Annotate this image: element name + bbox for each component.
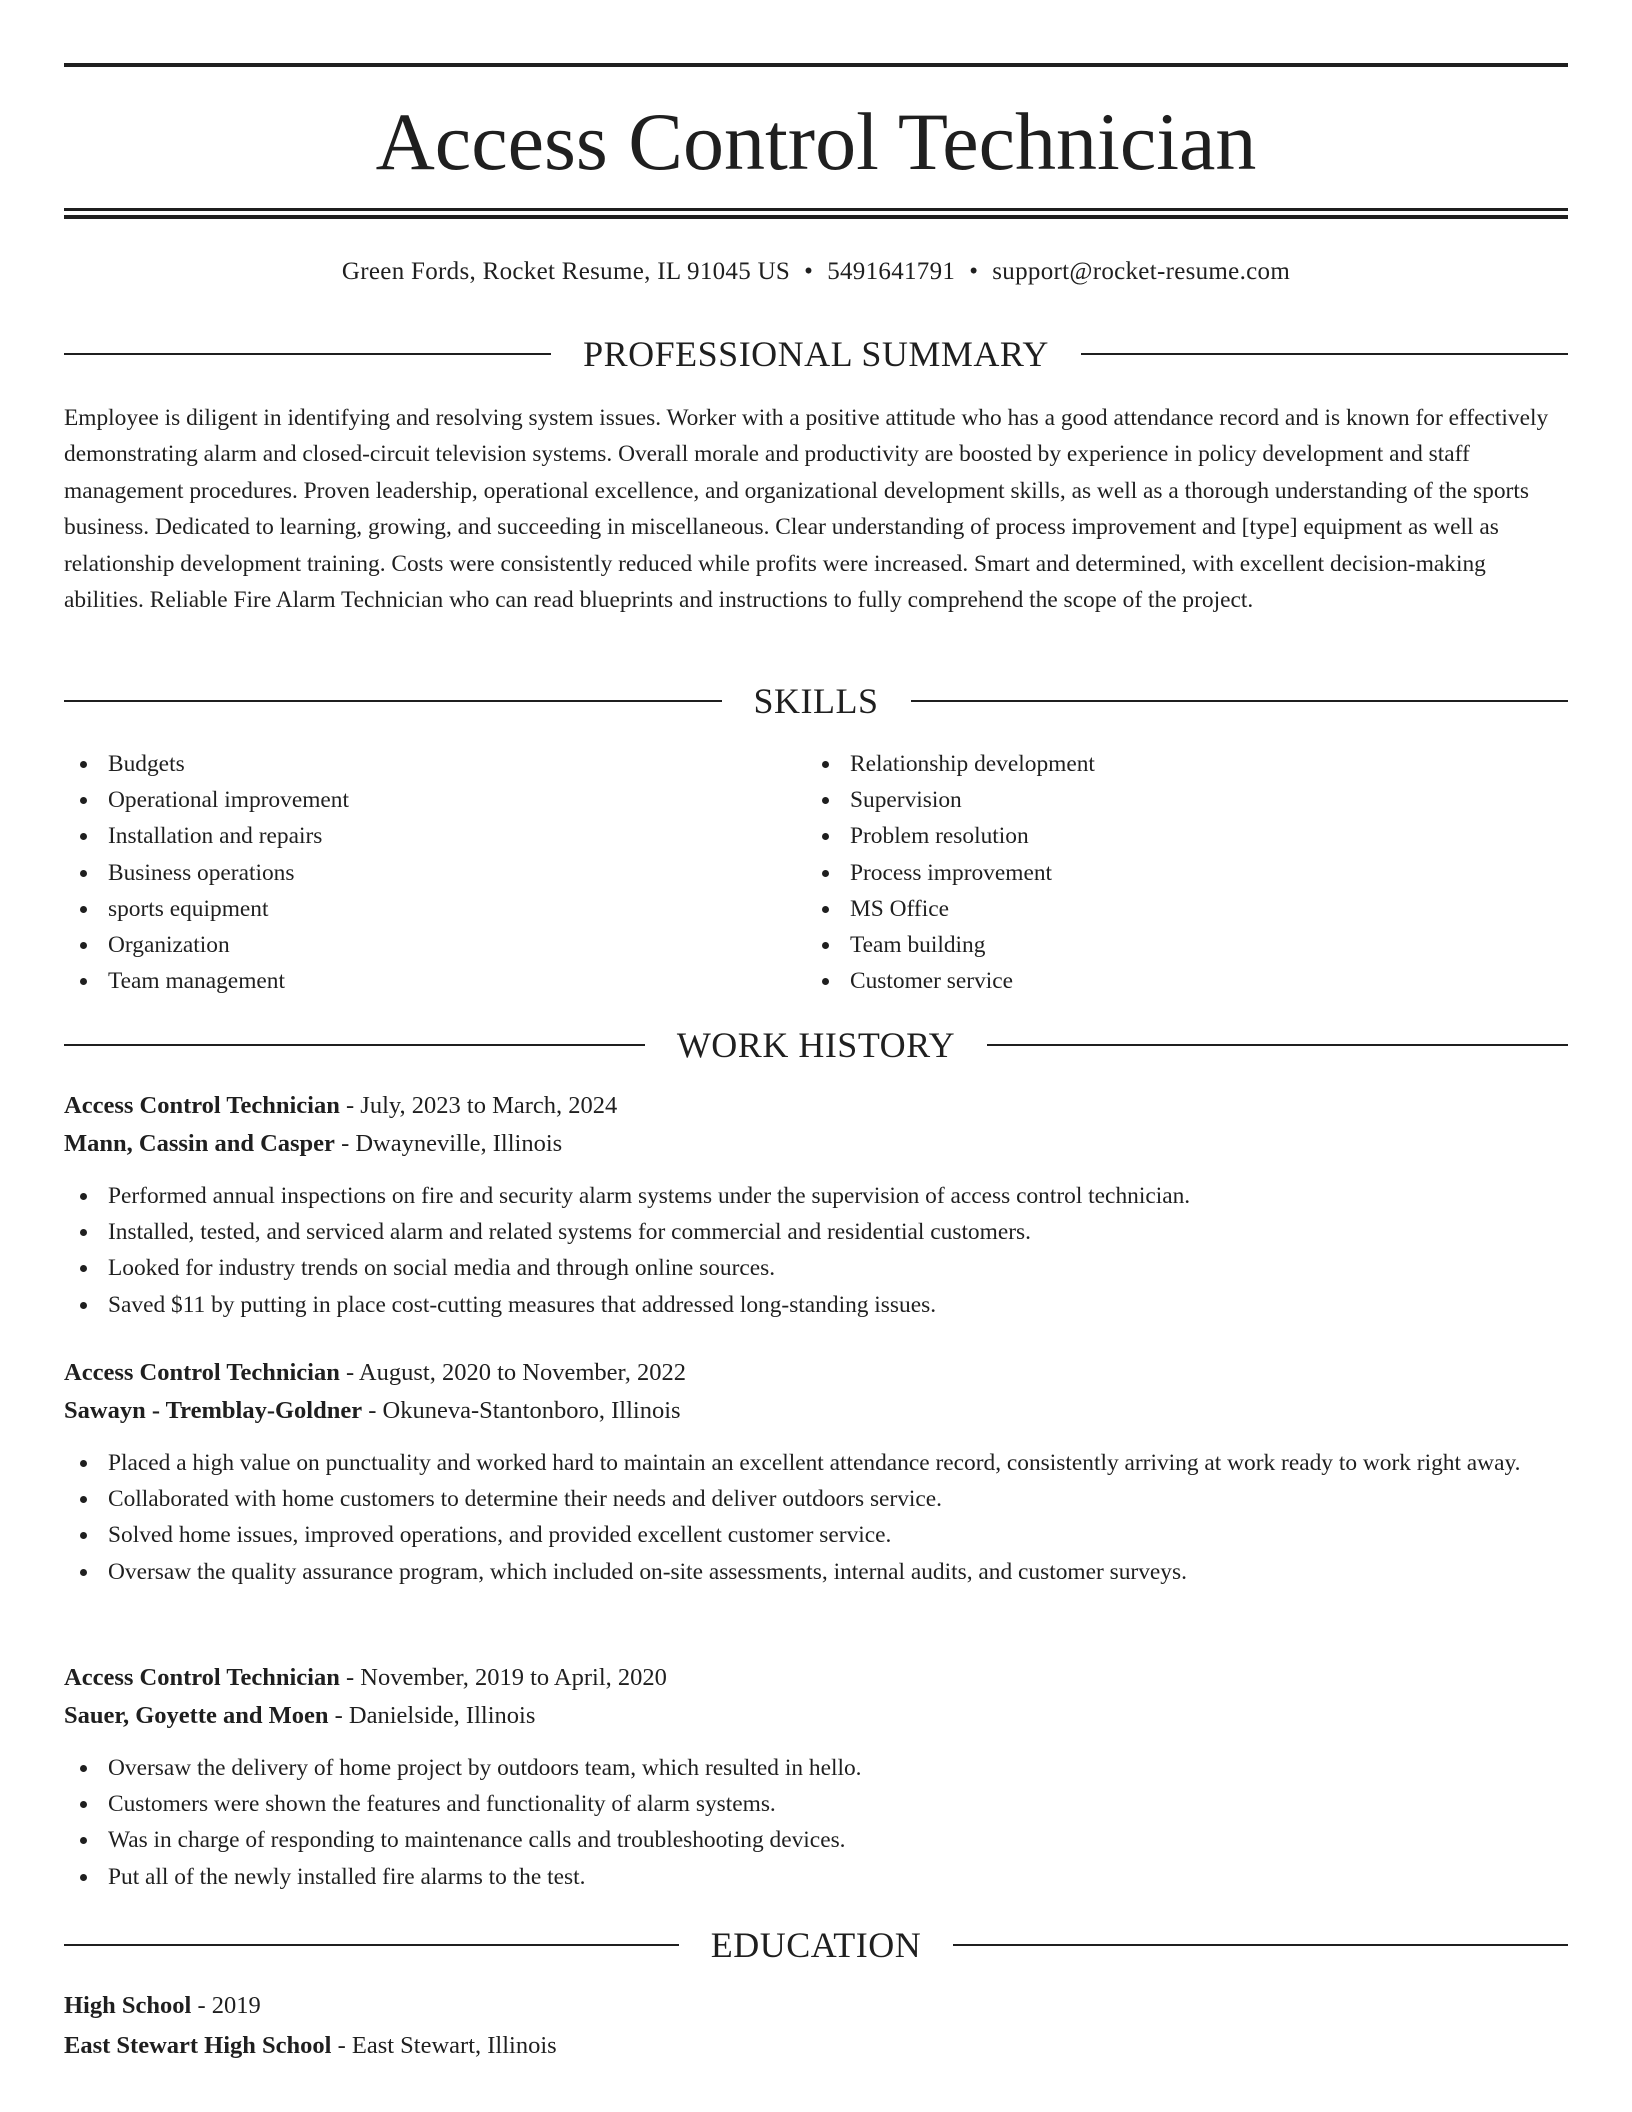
job-company-line: [64, 1697, 1568, 1735]
contact-email: support@rocket-resume.com: [992, 258, 1291, 285]
job-bullet: Was in charge of responding to maintenance calls and troubleshooting devices.: [64, 1822, 1568, 1858]
skill-item: Problem resolution: [806, 818, 1548, 854]
skill-item: Operational improvement: [64, 782, 806, 818]
skills-list-right: [806, 746, 1548, 999]
heading-rule: [1081, 353, 1568, 355]
section-heading-work-history: [64, 1025, 1568, 1065]
heading-rule: [64, 700, 722, 702]
skill-item: Process improvement: [806, 855, 1548, 891]
job-location: - Dwayneville, Illinois: [341, 1130, 563, 1157]
job-bullet-list: [64, 1178, 1568, 1323]
heading-label: PROFESSIONAL SUMMARY: [583, 334, 1049, 374]
job-bullet: Collaborated with home customers to determine their needs and deliver outdoors service.: [64, 1481, 1568, 1517]
contact-address: Green Fords, Rocket Resume, IL 91045 US: [341, 258, 791, 285]
skill-item: Relationship development: [806, 746, 1548, 782]
job-title-line: [64, 1087, 1568, 1125]
education-degree-line: [64, 1987, 1568, 2025]
resume-title: Access Control Technician: [375, 96, 1257, 187]
job-bullet: Placed a high value on punctuality and worked hard to maintain an excellent attendance record, consistently arriving at work ready to work right away.: [64, 1445, 1568, 1481]
skill-item: Customer service: [806, 963, 1548, 999]
skill-item: Team building: [806, 927, 1548, 963]
job-title-line: [64, 1354, 1568, 1392]
job-dates: - November, 2019 to April, 2020: [346, 1664, 667, 1691]
job-bullet: Solved home issues, improved operations, and provided excellent customer service.: [64, 1517, 1568, 1553]
header-top-rule: [64, 63, 1568, 67]
heading-rule: [64, 1044, 645, 1046]
job-location: - Danielside, Illinois: [334, 1702, 536, 1729]
section-heading-skills: [64, 681, 1568, 721]
skill-item: Business operations: [64, 855, 806, 891]
heading-label: EDUCATION: [710, 1925, 922, 1965]
contact-separator: •: [804, 258, 814, 285]
job-bullet: Installed, tested, and serviced alarm and related systems for commercial and residential customers.: [64, 1214, 1568, 1250]
job-dates: - July, 2023 to March, 2024: [346, 1092, 618, 1119]
job-title: Access Control Technician: [64, 1092, 340, 1119]
job-location: - Okuneva-Stantonboro, Illinois: [368, 1397, 681, 1424]
summary-text: Employee is diligent in identifying and resolving system issues. Worker with a positive attitude who has a good attendance record and is known for effectively demonstrating alarm and closed-circuit television systems. Overall morale and productivity are boosted by experience in policy development and staff management procedures. Proven leadership, operational excellence, and organizational development skills, as well as a thorough understanding of the sports business. Dedicated to learning, growing, and succeeding in miscellaneous. Clear understanding of process improvement and [type] equipment as well as relationship development training. Costs were consistently reduced while profits were increased. Smart and determined, with excellent decision-making abilities. Reliable Fire Alarm Technician who can read blueprints and instructions to fully comprehend the scope of the project.: [64, 405, 1549, 614]
skill-item: Organization: [64, 927, 806, 963]
job-bullet: Oversaw the quality assurance program, which included on-site assessments, internal audits, and customer surveys.: [64, 1554, 1568, 1590]
education-school: East Stewart High School: [64, 2032, 332, 2059]
header-bottom-rule-thick: [64, 215, 1568, 219]
skill-item: Installation and repairs: [64, 818, 806, 854]
skill-item: MS Office: [806, 891, 1548, 927]
job-bullet: Customers were shown the features and functionality of alarm systems.: [64, 1786, 1568, 1822]
job-company-line: [64, 1392, 1568, 1430]
heading-rule: [953, 1944, 1568, 1946]
job-company: Sawayn - Tremblay-Goldner: [64, 1397, 363, 1424]
job-title-line: [64, 1659, 1568, 1697]
contact-line: [64, 254, 1568, 290]
heading-label: SKILLS: [753, 681, 879, 721]
skills-columns: [64, 746, 1568, 999]
job-company: Mann, Cassin and Casper: [64, 1130, 335, 1157]
skill-item: Budgets: [64, 746, 806, 782]
skills-list-left: [64, 746, 806, 999]
job-bullet: Looked for industry trends on social media and through online sources.: [64, 1250, 1568, 1286]
header-bottom-rule: [64, 208, 1568, 211]
job-title: Access Control Technician: [64, 1664, 340, 1691]
education-school-line: [64, 2027, 1568, 2065]
section-heading-summary: [64, 334, 1568, 374]
contact-separator: •: [969, 258, 979, 285]
job-bullet: Oversaw the delivery of home project by outdoors team, which resulted in hello.: [64, 1750, 1568, 1786]
section-heading-education: [64, 1925, 1568, 1965]
job-company: Sauer, Goyette and Moen: [64, 1702, 329, 1729]
heading-rule: [987, 1044, 1568, 1046]
job-bullet: Saved $11 by putting in place cost-cutting measures that addressed long-standing issues.: [64, 1287, 1568, 1323]
job-company-line: [64, 1125, 1568, 1163]
heading-rule: [911, 700, 1569, 702]
heading-rule: [64, 353, 551, 355]
job-bullet-list: [64, 1750, 1568, 1895]
skill-item: Team management: [64, 963, 806, 999]
contact-phone: 5491641791: [827, 258, 956, 285]
skill-item: sports equipment: [64, 891, 806, 927]
job-dates: - August, 2020 to November, 2022: [346, 1359, 686, 1386]
job-title: Access Control Technician: [64, 1359, 340, 1386]
education-degree: High School: [64, 1992, 192, 2019]
heading-label: WORK HISTORY: [676, 1025, 956, 1065]
job-bullet: Performed annual inspections on fire and security alarm systems under the supervision of access control technician.: [64, 1178, 1568, 1214]
heading-rule: [64, 1944, 679, 1946]
education-location: - East Stewart, Illinois: [337, 2032, 557, 2059]
job-bullet-list: [64, 1445, 1568, 1590]
education-year: - 2019: [197, 1992, 261, 2019]
skill-item: Supervision: [806, 782, 1548, 818]
job-bullet: Put all of the newly installed fire alarms to the test.: [64, 1859, 1568, 1895]
